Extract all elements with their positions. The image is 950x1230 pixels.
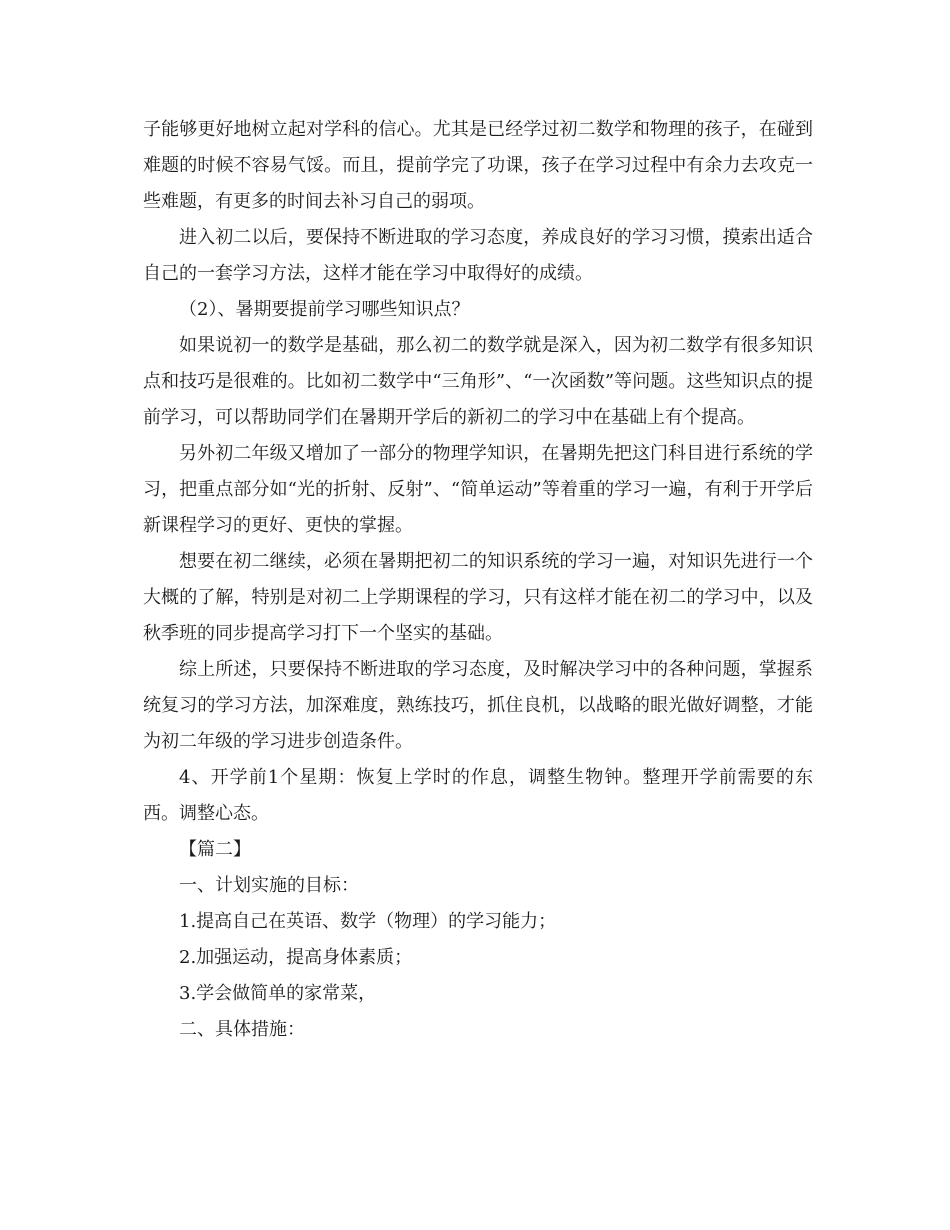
section-heading-part-two: 【篇二】 [179,839,251,860]
list-item-goal-2: 2.加强运动，提高身体素质； [179,947,413,968]
list-item-goal-1: 1.提高自己在英语、数学（物理）的学习能力； [179,911,557,932]
paragraph-math: 如果说初一的数学是基础，那么初二的数学就是深入，因为初二数学有很多知识点和技巧是很难的。比如初二数学中“三角形”、“一次函数”等问题。这些知识点的提前学习，可以帮助同学们在暑期开学后的新初二的学习中在基础上有个提高。 [143,335,813,428]
paragraph-summary: 综上所述，只要保持不断进取的学习态度，及时解决学习中的各种问题，掌握系统复习的学习方法，加深难度，熟练技巧，抓住良机，以战略的眼光做好调整，才能为初二年级的学习进步创造条件。 [143,659,813,752]
paragraph-continuation: 子能够更好地树立起对学科的信心。尤其是已经学过初二数学和物理的孩子，在碰到难题的时候不容易气馁。而且，提前学完了功课，孩子在学习过程中有余力去攻克一些难题，有更多的时间去补习自己的弱项。 [143,119,813,212]
document-body [143,112,813,1048]
list-item-goal-3: 3.学会做简单的家常菜， [179,983,377,1004]
section-heading-measures: 二、具体措施： [179,1019,305,1040]
paragraph-physics: 另外初二年级又增加了一部分的物理学知识，在暑期先把这门科目进行系统的学习，把重点部分如“光的折射、反射”、“简单运动”等着重的学习一遍，有利于开学后新课程学习的更好、更快的掌握。 [143,443,813,536]
paragraph-study-attitude: 进入初二以后，要保持不断进取的学习态度，养成良好的学习习惯，摸索出适合自己的一套学习方法，这样才能在学习中取得好的成绩。 [143,227,813,284]
paragraph-continue: 想要在初二继续，必须在暑期把初二的知识系统的学习一遍，对知识先进行一个大概的了解，特别是对初二上学期课程的学习，只有这样才能在初二的学习中，以及秋季班的同步提高学习打下一个坚实的基础。 [143,551,813,644]
section-heading-knowledge-points: （2）、暑期要提前学习哪些知识点？ [179,299,470,320]
paragraph-week-before-school: 4、开学前1个星期：恢复上学时的作息，调整生物钟。整理开学前需要的东西。调整心态。 [143,767,813,824]
section-heading-goals: 一、计划实施的目标： [179,875,359,896]
